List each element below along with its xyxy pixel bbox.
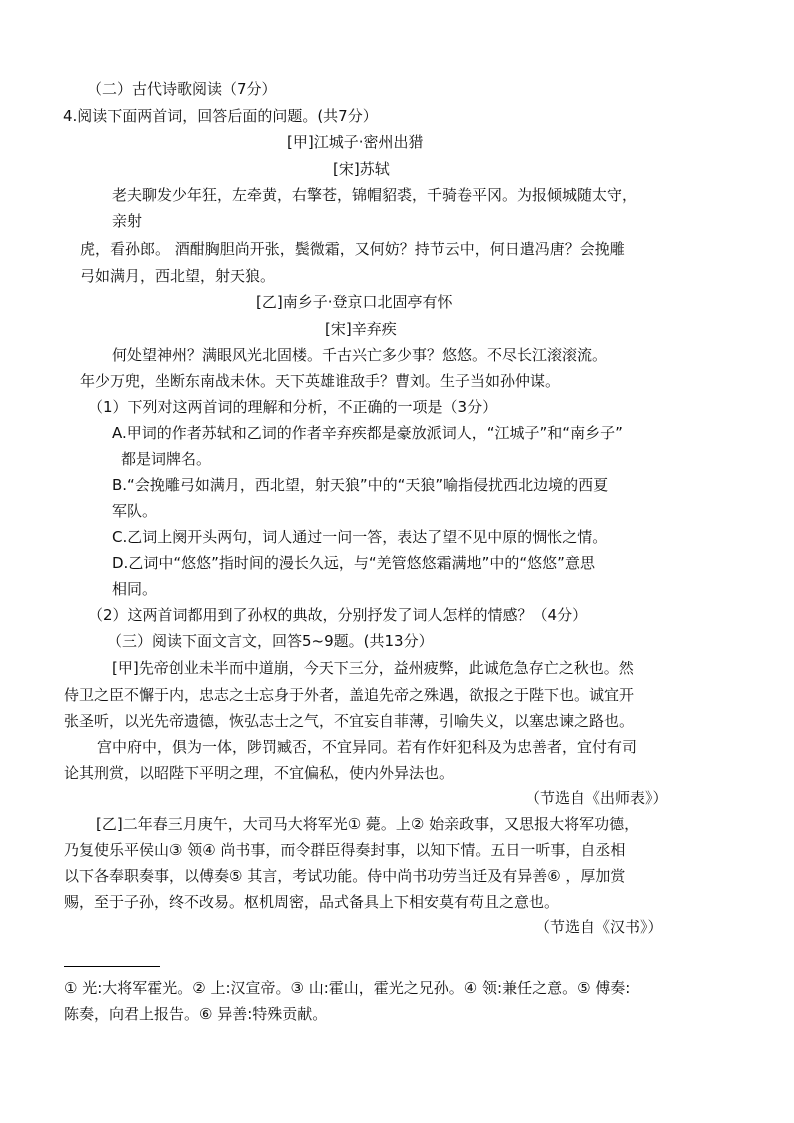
question-4-stem: 4.阅读下面两首词，回答后面的问题。(共7分） (63, 107, 378, 125)
poem-a-line: 虎，看孙郎。 酒酣胸胆尚开张，鬓微霜，又何妨？持节云中，何日遣冯唐？会挽雕 (80, 240, 625, 258)
classical-text-a-line: 论其刑赏，以昭陛下平明之理，不宜偏私，使内外异法也。 (64, 764, 455, 782)
question-1-option: A.甲词的作者苏轼和乙词的作者辛弃疾都是豪放派词人，“江城子”和“南乡子” (112, 424, 623, 442)
question-1-option: D.乙词中“悠悠”指时间的漫长久远，与“羌管悠悠霜满地”中的“悠悠”意思 (112, 554, 595, 572)
poem-a-title: [甲]江城子·密州出猎 (287, 133, 424, 151)
classical-text-b-line: 乃复使乐平侯山③ 领④ 尚书事，而令群臣得奏封事，以知下情。五日一听事，自丞相 (64, 841, 626, 859)
question-1-option: 相同。 (112, 580, 158, 598)
question-2-stem: （2）这两首词都用到了孙权的典故，分别抒发了词人怎样的情感？（4分） (88, 606, 588, 624)
question-1-stem: （1）下列对这两首词的理解和分析，不正确的一项是（3分） (88, 398, 498, 416)
footnote-line: ① 光:大将军霍光。② 上:汉宣帝。③ 山:霍山，霍光之兄孙。④ 领:兼任之意。⑤ 傅奏: (64, 979, 631, 997)
poem-a-line: 弓如满月，西北望，射天狼。 (80, 267, 276, 285)
poem-a-line: 老夫聊发少年狂，左牵黄，右擎苍，锦帽貂裘，千骑卷平冈。为报倾城随太守， (112, 186, 638, 204)
classical-text-a-line: [甲]先帝创业未半而中道崩，今天下三分，益州疲弊，此诚危急存亡之秋也。然 (112, 659, 634, 677)
classical-text-a-line: 宫中府中，俱为一体，陟罚臧否，不宜异同。若有作奸犯科及为忠善者，宜付有司 (97, 738, 638, 756)
poem-b-line: 年少万兜，坐断东南战未休。天下英雄谁敌手？曹刘。生子当如孙仲谋。 (80, 372, 561, 390)
question-1-option: B.“会挽雕弓如满月，西北望，射天狼”中的“天狼”喻指侵扰西北边境的西夏 (112, 476, 609, 494)
section-2-heading: （二）古代诗歌阅读（7分） (87, 80, 277, 98)
poem-a-line: 亲射 (112, 212, 143, 230)
source-citation-b: （节选自《汉书》） (535, 918, 663, 936)
footnote-line: 陈奏，向君上报告。⑥ 异善:特殊贡献。 (64, 1005, 328, 1023)
poem-a-author: [宋]苏轼 (333, 160, 390, 178)
question-1-option: C.乙词上阕开头两句，词人通过一问一答，表达了望不见中原的惆怅之情。 (112, 528, 608, 546)
footnote-divider (64, 966, 160, 967)
poem-b-title: [乙]南乡子·登京口北固亭有怀 (256, 293, 453, 311)
section-3-heading: （三）阅读下面文言文，回答5~9题。(共13分） (107, 632, 434, 650)
poem-b-line: 何处望神州？满眼风光北固楼。千古兴亡多少事？悠悠。不尽长江滚滚流。 (112, 346, 608, 364)
classical-text-a-line: 张圣听，以光先帝遗德，恢弘志士之气，不宜妄自菲薄，引喻失义，以塞忠谏之路也。 (64, 712, 635, 730)
classical-text-b-line: 以下各奉职奏事，以傅奏⑤ 其言，考试功能。侍中尚书功劳当迁及有异善⑥ ，厚加赏 (64, 867, 626, 885)
classical-text-b-line: [乙]二年春三月庚午，大司马大将军光① 薨。上② 始亲政事，又思报大将军功德， (96, 815, 640, 833)
source-citation-a: （节选自《出师表》） (525, 789, 668, 807)
poem-b-author: [宋]辛弃疾 (325, 320, 397, 338)
classical-text-b-line: 赐，至于子孙，终不改易。枢机周密，品式备具上下相安莫有苟且之意也。 (64, 893, 560, 911)
question-1-option: 都是词牌名。 (121, 450, 212, 468)
classical-text-a-line: 侍卫之臣不懈于内，忠志之士忘身于外者，盖追先帝之殊遇，欲报之于陛下也。诚宜开 (64, 686, 635, 704)
question-1-option: 军队。 (112, 502, 158, 520)
